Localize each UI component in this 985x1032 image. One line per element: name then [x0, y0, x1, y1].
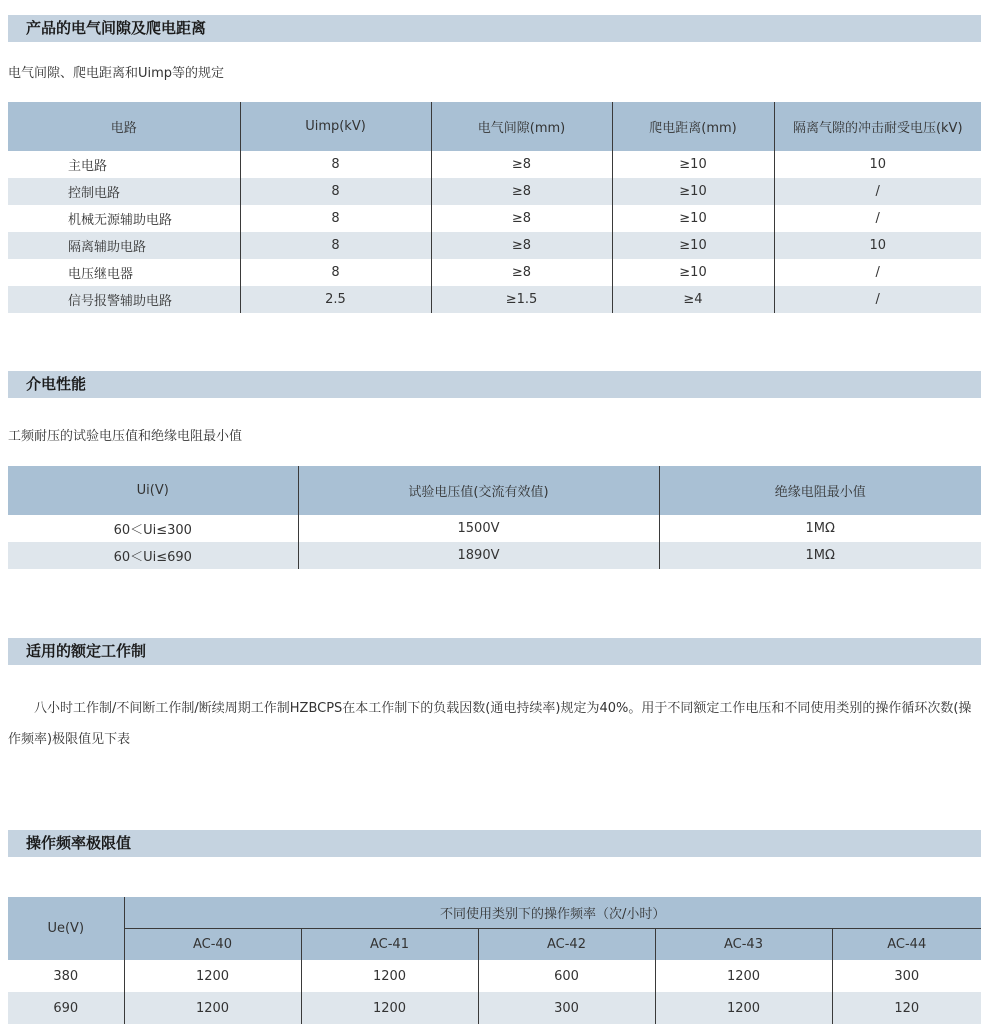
column-group-header: 不同使用类别下的操作频率（次/小时） [124, 897, 981, 928]
section-header-dielectric [8, 371, 981, 398]
frequency-table [8, 897, 981, 1024]
section-title: 操作频率极限值 [26, 834, 132, 852]
table-cell: 1200 [301, 992, 478, 1024]
table-row [8, 259, 981, 286]
column-header: Ui(V) [8, 466, 298, 515]
table-row [8, 515, 981, 542]
table-cell: 120 [832, 992, 981, 1024]
table-cell: 10 [774, 232, 981, 259]
table-cell: / [774, 205, 981, 232]
section-header-duty [8, 638, 981, 665]
table-cell: 690 [8, 992, 124, 1024]
table-cell: 1MΩ [659, 542, 981, 569]
table-cell: 信号报警辅助电路 [8, 286, 240, 313]
table-cell: / [774, 178, 981, 205]
table-cell: / [774, 259, 981, 286]
column-header: 电路 [8, 102, 240, 151]
column-header: 试验电压值(交流有效值) [298, 466, 659, 515]
table-row [8, 542, 981, 569]
table-cell: ≥8 [431, 232, 612, 259]
table-cell: 隔离辅助电路 [8, 232, 240, 259]
table-cell: 机械无源辅助电路 [68, 213, 173, 228]
section-title: 适用的额定工作制 [26, 642, 147, 660]
table-cell: 300 [478, 992, 655, 1024]
table-row [8, 232, 981, 259]
column-header: 绝缘电阻最小值 [659, 466, 981, 515]
table-cell: 8 [240, 205, 431, 232]
duty-paragraph: 八小时工作制/不间断工作制/断续周期工作制HZBCPS在本工作制下的负载因数(通电持续率)规定为40%。用于不同额定工作电压和不同使用类别的操作循环次数(操作频率)极限值见下表 [8, 701, 972, 747]
table-row [8, 151, 981, 178]
column-header-ue: Ue(V) [8, 897, 124, 960]
table-cell: 10 [774, 151, 981, 178]
section-description: 工频耐压的试验电压值和绝缘电阻最小值 [8, 429, 243, 444]
table-cell: 8 [240, 151, 431, 178]
table-cell: 1500V [298, 515, 659, 542]
section-title: 产品的电气间隙及爬电距离 [26, 19, 207, 37]
table-cell: 1200 [301, 960, 478, 992]
section-title: 介电性能 [26, 375, 87, 393]
table-cell: 2.5 [240, 286, 431, 313]
table-row [8, 205, 981, 232]
column-header: Uimp(kV) [240, 102, 431, 151]
table-cell: 1200 [124, 992, 301, 1024]
table-cell: 1200 [655, 992, 832, 1024]
column-header: AC-43 [655, 928, 832, 960]
dielectric-table [8, 466, 981, 569]
column-header: AC-41 [301, 928, 478, 960]
table-row [8, 960, 981, 992]
column-header: AC-40 [124, 928, 301, 960]
table-cell: 600 [478, 960, 655, 992]
table-cell: 8 [240, 259, 431, 286]
table-cell: 1890V [298, 542, 659, 569]
table-cell: ≥10 [612, 232, 774, 259]
column-header: AC-42 [478, 928, 655, 960]
table-cell: 8 [240, 178, 431, 205]
table-row [8, 992, 981, 1024]
table-cell: ≥8 [431, 259, 612, 286]
column-header: 隔离气隙的冲击耐受电压(kV) [774, 102, 981, 151]
section-description: 电气间隙、爬电距离和Uimp等的规定 [8, 66, 225, 81]
table-cell: 控制电路 [8, 178, 240, 205]
table-cell: 60＜Ui≤300 [113, 523, 192, 538]
table-cell: 1200 [655, 960, 832, 992]
table-cell: 380 [53, 968, 79, 984]
table-cell: 60＜Ui≤690 [8, 542, 298, 569]
table-cell: 1MΩ [659, 515, 981, 542]
table-cell: ≥8 [431, 151, 612, 178]
table-cell: ≥10 [612, 205, 774, 232]
table-cell: ≥8 [431, 205, 612, 232]
clearance-table [8, 102, 981, 313]
table-row [8, 178, 981, 205]
table-cell: ≥10 [612, 178, 774, 205]
column-header: 爬电距离(mm) [612, 102, 774, 151]
column-header: AC-44 [832, 928, 981, 960]
table-cell: / [774, 286, 981, 313]
section-header-clearance [8, 15, 981, 42]
table-cell: 300 [832, 960, 981, 992]
table-cell: ≥4 [612, 286, 774, 313]
table-cell: 电压继电器 [68, 267, 134, 282]
table-cell: ≥1.5 [431, 286, 612, 313]
column-header: 电气间隙(mm) [431, 102, 612, 151]
table-cell: 主电路 [68, 159, 108, 174]
table-cell: 1200 [124, 960, 301, 992]
table-cell: ≥10 [612, 259, 774, 286]
table-row [8, 286, 981, 313]
table-cell: ≥10 [612, 151, 774, 178]
section-header-frequency [8, 830, 981, 857]
table-cell: ≥8 [431, 178, 612, 205]
table-cell: 8 [240, 232, 431, 259]
